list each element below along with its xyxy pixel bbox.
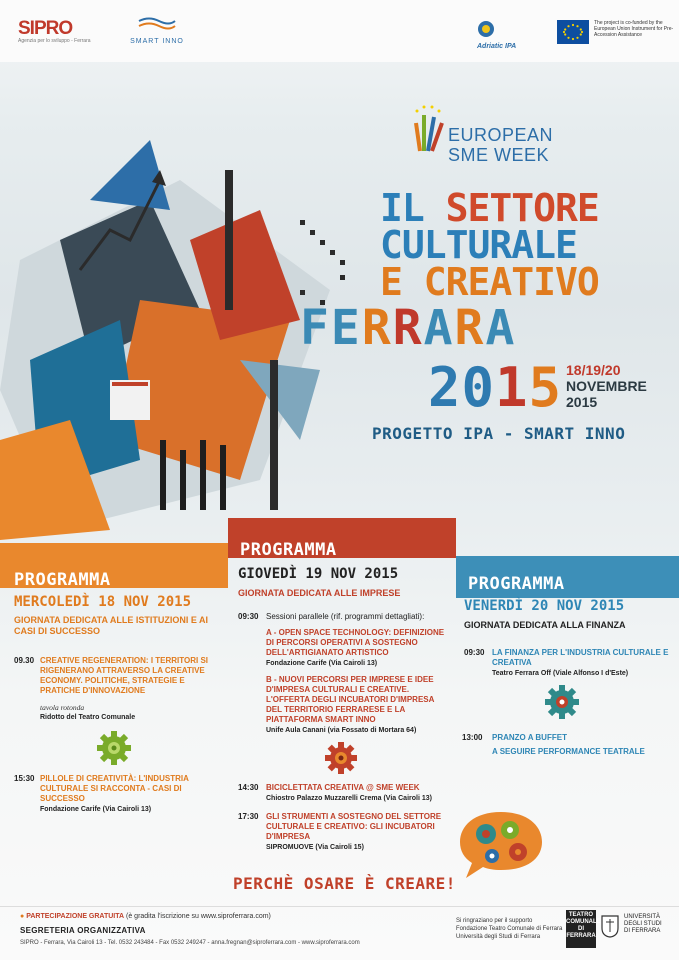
- thanks-line-2: Fondazione Teatro Comunale di Ferrara: [456, 926, 563, 932]
- project-name: PROGETTO IPA - SMART INNO: [372, 424, 626, 443]
- year-digit: 5: [528, 356, 563, 419]
- waves-icon: [137, 16, 177, 30]
- eu-stars-icon: [562, 23, 584, 41]
- slogan: PERCHÈ OSARE È CREARE!: [233, 874, 456, 893]
- day2-date: GIOVEDÌ 19 NOV 2015: [238, 566, 399, 582]
- smart-inno-label: SMART INNO: [130, 38, 184, 45]
- day2-program-label: PROGRAMMA: [240, 540, 337, 560]
- day2-theme: GIORNATA DEDICATA ALLE IMPRESE: [238, 588, 401, 598]
- day2-event-3-place: SIPROMUOVE (Via Cairoli 15): [266, 844, 364, 851]
- day2-session-b-place: Unife Aula Canani (via Fossato di Mortara 64): [266, 727, 417, 734]
- city-name: [300, 300, 516, 356]
- uni-line-1: UNIVERSITÀ: [624, 914, 661, 920]
- event-dates: [566, 362, 647, 410]
- day1-event-1-note: tavola rotonda: [40, 703, 85, 712]
- contact-info: SIPRO - Ferrara, Via Cairoli 13 - Tel. 0532 243484 - Fax 0532 249247 - anna.fregnan@siproferrara.com - www.siproferrara.com: [20, 940, 360, 946]
- thanks-line-3: Università degli Studi di Ferrara: [456, 934, 541, 940]
- day3-program-label: PROGRAMMA: [468, 574, 565, 594]
- day3-time-1: 09:30: [464, 648, 485, 657]
- participation-note: [20, 913, 271, 920]
- day3-header-box: [456, 556, 679, 598]
- university-crest-icon: [600, 914, 620, 938]
- title-creativo: E CREATIVO: [380, 260, 599, 304]
- day3-date: VENERDÌ 20 NOV 2015: [464, 598, 625, 614]
- teatro-comunale-logo: TEATRO COMUNALE DI FERRARA: [566, 910, 596, 948]
- year-digit: 0: [461, 356, 496, 419]
- day1-time-2: 15:30: [14, 774, 35, 783]
- university-logo: [600, 914, 676, 942]
- city-letter: F: [300, 300, 331, 356]
- day3-event-1: LA FINANZA PER L'INDUSTRIA CULTURALE E CREATIVA: [492, 648, 669, 667]
- day1-event-1: CREATIVE REGENERATION: I TERRITORI SI RIGENERANO ATTRAVERSO LA CREATIVE ECONOMY. POLITICHE, STRATEGIE E PRATICHE D'INNOVAZIONE: [40, 656, 209, 695]
- sipro-name: SIPRO: [18, 18, 73, 39]
- dates-year: 2015: [566, 394, 598, 410]
- participation-label: PARTECIPAZIONE GRATUITA: [26, 913, 125, 920]
- european-sme-week-logo: [412, 103, 612, 183]
- day1-date: MERCOLEDÌ 18 NOV 2015: [14, 594, 192, 610]
- ipa-label: Adriatic IPA: [477, 43, 517, 50]
- day2-session-a: A - OPEN SPACE TECHNOLOGY: DEFINIZIONE DI PERCORSI OPERATIVI A SOSTEGNO DELL'ARTIGIANATO ARTISTICO: [266, 628, 445, 657]
- day2-session-b: B - NUOVI PERCORSI PER IMPRESE E IDEE D'IMPRESA CULTURALI E CREATIVE. L'OFFERTA DEGLI INCUBATORI D'IMPRESA DEL TERRITORIO FERRARESE E LA PIATTAFORMA SMART INNO: [266, 675, 435, 724]
- title-settore: SETTORE: [445, 186, 599, 230]
- ipa-circle-icon: [477, 20, 495, 38]
- sme-hand-icon: [412, 103, 446, 155]
- day3-event-2-b: A SEGUIRE PERFORMANCE TEATRALE: [492, 747, 645, 756]
- year-digit: 2: [428, 356, 462, 419]
- day2-sessions-intro: Sessioni parallele (rif. programmi dettagliati):: [266, 612, 425, 621]
- sipro-subtitle: Agenzia per lo sviluppo - Ferrara: [18, 38, 91, 44]
- year-digit: 1: [495, 356, 529, 419]
- teal-gear-icon: [544, 684, 580, 720]
- day1-event-1-place: Ridotto del Teatro Comunale: [40, 714, 136, 721]
- city-letter: E: [330, 300, 362, 356]
- sme-line-1: EUROPEAN: [448, 125, 554, 145]
- day1-event-2: PILLOLE DI CREATIVITÀ: L'INDUSTRIA CULTURALE SI RACCONTA - CASI DI SUCCESSO: [40, 774, 189, 803]
- green-gear-icon: [96, 730, 132, 766]
- bullet-icon: ●: [20, 913, 27, 920]
- sipro-logo: [18, 18, 98, 44]
- day3-event-1-place: Teatro Ferrara Off (Viale Alfonso I d'Este): [492, 670, 629, 677]
- day2-time-3: 17:30: [238, 812, 259, 821]
- day3-event-2-a: PRANZO A BUFFET: [492, 733, 567, 742]
- city-letter: R: [361, 300, 393, 356]
- day3-theme: GIORNATA DEDICATA ALLA FINANZA: [464, 620, 626, 630]
- day2-header-box: [228, 518, 456, 558]
- day2-event-2: BICICLETTATA CREATIVA @ SME WEEK: [266, 783, 420, 792]
- dates-days: 18/19/20: [566, 362, 621, 378]
- eu-funding-text: The project is co-funded by the European Union Instrument for Pre-Accession Assistance: [594, 20, 674, 38]
- day2-event-2-place: Chiostro Palazzo Muzzarelli Crema (Via Cairoli 13): [266, 795, 432, 802]
- secretariat-title: SEGRETERIA ORGANIZZATIVA: [20, 926, 146, 935]
- dates-month: NOVEMBRE: [566, 378, 647, 394]
- day2-time-2: 14:30: [238, 783, 259, 792]
- city-letter: R: [392, 300, 424, 356]
- day1-time-1: 09.30: [14, 656, 35, 665]
- title-culturale: CULTURALE: [380, 223, 577, 267]
- day2-event-3: GLI STRUMENTI A SOSTEGNO DEL SETTORE CULTURALE E CREATIVO: GLI INCUBATORI D'IMPRESA: [266, 812, 442, 841]
- participation-detail: (è gradita l'iscrizione su www.siproferrara.com): [124, 913, 271, 920]
- day1-header-box: [0, 543, 228, 588]
- event-year: [428, 356, 562, 419]
- day1-program-label: PROGRAMMA: [14, 570, 111, 590]
- day3-time-2: 13:00: [462, 733, 483, 742]
- main-title: [380, 186, 599, 304]
- smart-inno-logo: [122, 16, 192, 50]
- day1-event-2-place: Fondazione Carife (Via Cairoli 13): [40, 806, 152, 813]
- day1-theme: GIORNATA DEDICATA ALLE ISTITUZIONI E AI CASI DI SUCCESSO: [14, 615, 208, 636]
- city-letter: A: [485, 300, 517, 356]
- thanks-line-1: Si ringraziano per il supporto: [456, 918, 533, 924]
- adriatic-ipa-logo: [477, 20, 535, 48]
- red-gear-icon: [324, 741, 358, 775]
- day2-time-1: 09:30: [238, 612, 259, 621]
- thanks-block: [456, 917, 566, 941]
- speech-bubble-gears-icon: [458, 808, 544, 880]
- city-letter: R: [454, 300, 486, 356]
- city-letter: A: [423, 300, 455, 356]
- eu-flag-icon: [557, 20, 589, 44]
- footer-divider: [0, 906, 679, 907]
- sme-line-2: SME WEEK: [448, 145, 550, 165]
- uni-line-3: DI FERRARA: [624, 928, 661, 934]
- title-il: IL: [380, 186, 446, 230]
- uni-line-2: DEGLI STUDI: [624, 921, 662, 927]
- day2-session-a-place: Fondazione Carife (Via Cairoli 13): [266, 660, 378, 667]
